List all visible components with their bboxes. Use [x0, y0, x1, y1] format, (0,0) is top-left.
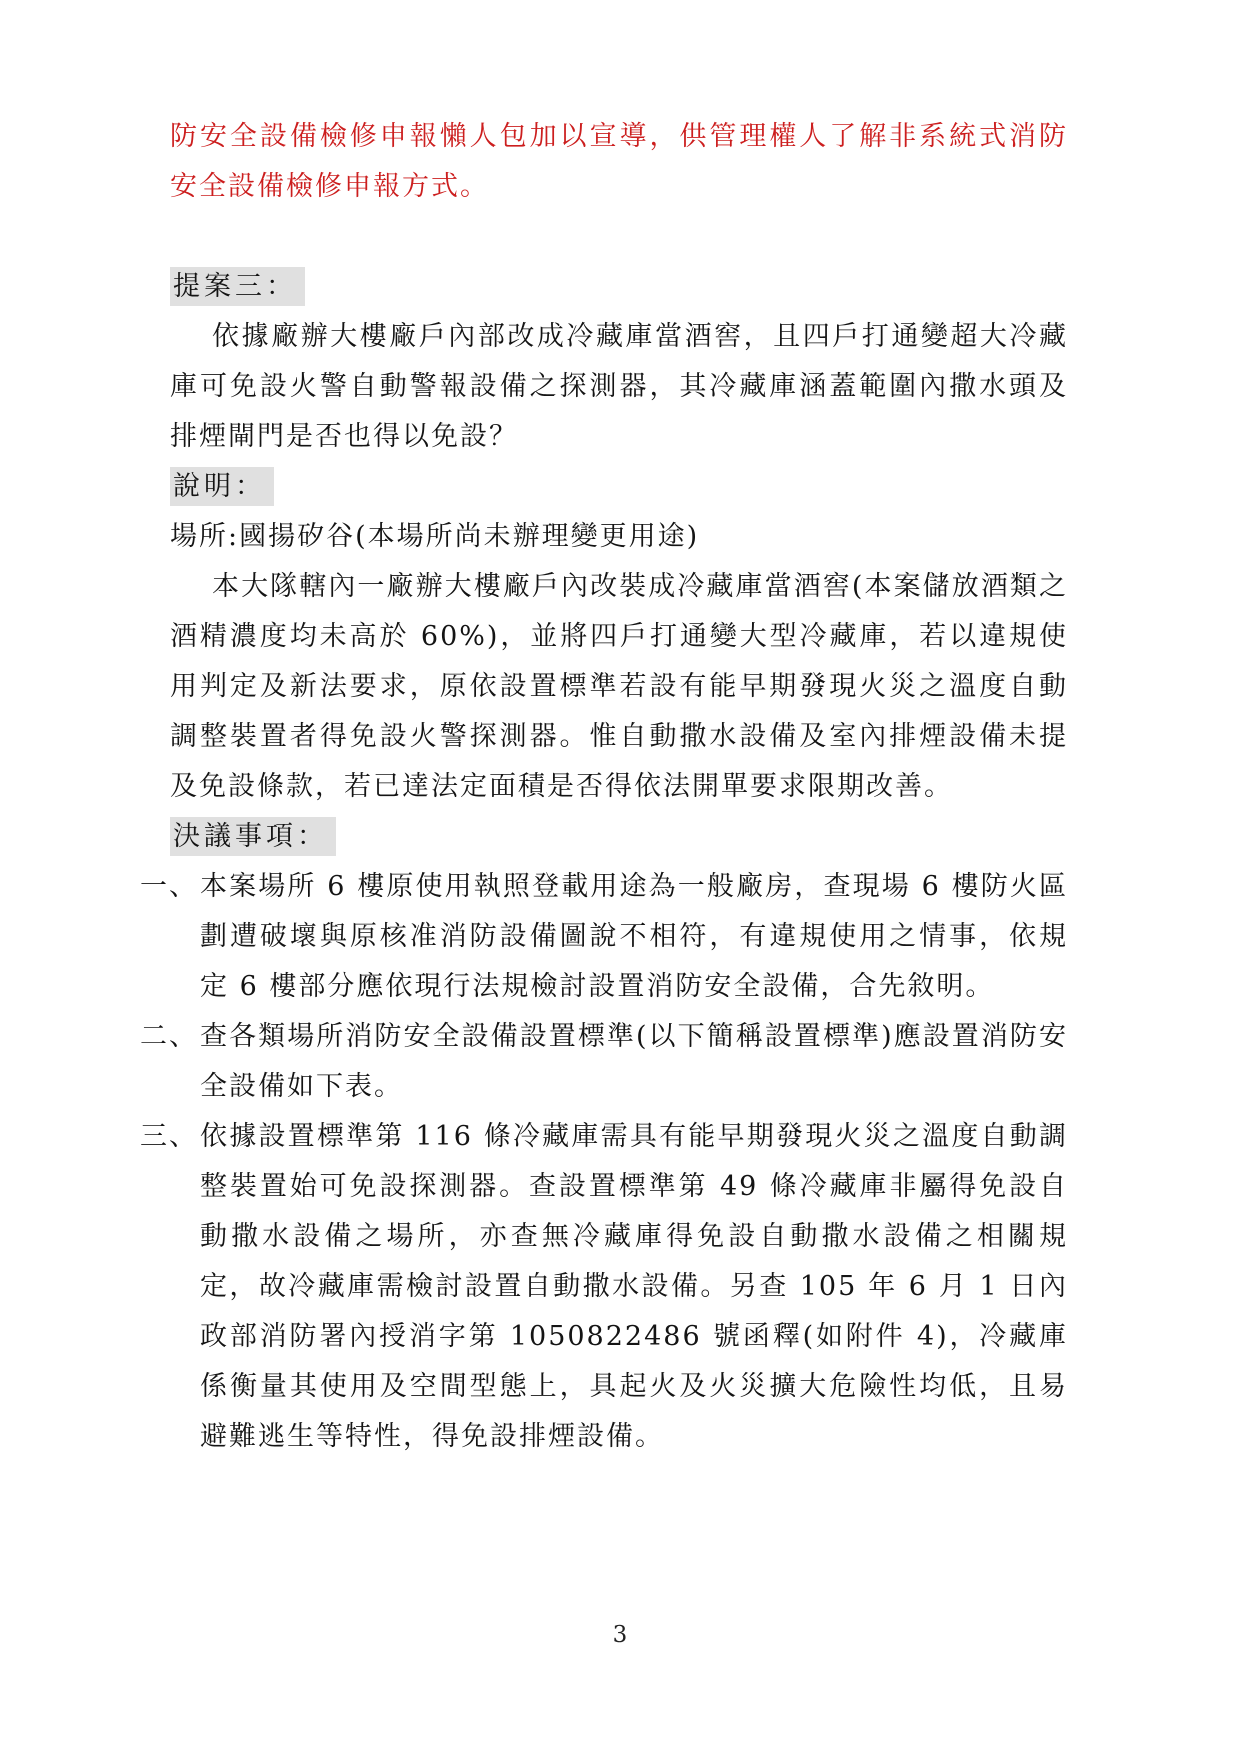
resolution-list — [140, 862, 1068, 1462]
list-item-text: 查各類場所消防安全設備設置標準(以下簡稱設置標準)應設置消防安全設備如下表。 — [200, 1021, 1068, 1102]
page-number: 3 — [612, 1622, 628, 1648]
list-item-marker: 三、 — [140, 1121, 198, 1152]
list-item — [140, 862, 1068, 1012]
explanation-heading-line — [170, 462, 1068, 512]
proposal-heading: 提案三： — [170, 267, 305, 306]
list-item-marker: 二、 — [140, 1021, 198, 1052]
explanation-heading: 說明： — [170, 467, 274, 506]
list-item-text: 本案場所 6 樓原使用執照登載用途為一般廠房，查現場 6 樓防火區劃遭破壞與原核准消防設備圖說不相符，有違規使用之情事，依規定 6 樓部分應依現行法規檢討設置消防安全設備，合先敘明。 — [200, 871, 1068, 1002]
list-item — [140, 1112, 1068, 1462]
resolution-heading-line — [170, 812, 1068, 862]
proposal-heading-line — [170, 262, 1068, 312]
proposal-body-paragraph: 依據廠辦大樓廠戶內部改成冷藏庫當酒窖，且四戶打通變超大冷藏庫可免設火警自動警報設備之探測器，其冷藏庫涵蓋範圍內撒水頭及排煙閘門是否也得以免設？ — [170, 321, 1068, 452]
explanation-body-paragraph: 本大隊轄內一廠辦大樓廠戶內改裝成冷藏庫當酒窖(本案儲放酒類之酒精濃度均未高於 60%)，並將四戶打通變大型冷藏庫，若以違規使用判定及新法要求，原依設置標準若設有能早期發現火災之溫度自動調整裝置者得免設火警探測器。惟自動撒水設備及室內排煙設備未提及免設條款，若已達法定面積是否得依法開單要求限期改善。 — [170, 571, 1068, 802]
list-item — [140, 1012, 1068, 1112]
list-item-text: 依據設置標準第 116 條冷藏庫需具有能早期發現火災之溫度自動調整裝置始可免設探測器。查設置標準第 49 條冷藏庫非屬得免設自動撒水設備之場所，亦查無冷藏庫得免設自動撒水設備之相關規定，故冷藏庫需檢討設置自動撒水設備。另查 105 年 6 月 1 日內政部消防署內授消字第 1050822486 號函釋(如附件 4)，冷藏庫係衡量其使用及空間型態上，具起火及火災擴大危險性均低，且易避難逃生等特性，得免設排煙設備。 — [200, 1121, 1068, 1452]
red-continuation-paragraph: 防安全設備檢修申報懶人包加以宣導，供管理權人了解非系統式消防安全設備檢修申報方式。 — [170, 121, 1068, 202]
location-line: 場所:國揚矽谷(本場所尚未辦理變更用途) — [170, 521, 700, 552]
resolution-heading: 決議事項： — [170, 817, 336, 856]
list-item-marker: 一、 — [140, 871, 198, 902]
